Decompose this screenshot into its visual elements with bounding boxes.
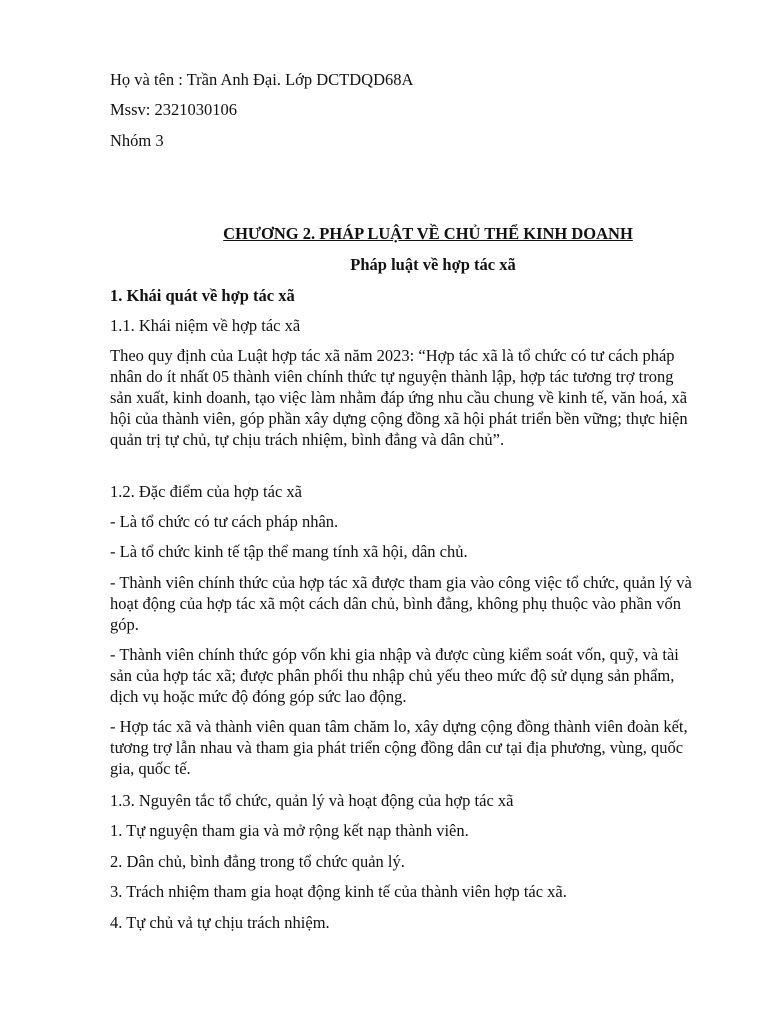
feature-item: - Là tổ chức có tư cách pháp nhân.	[110, 512, 339, 531]
feature-item: - Thành viên chính thức góp vốn khi gia nhập và được cùng kiểm soát vốn, quỹ, và tài sản của hợp tác xã; được phân phối thu nhập chủ yếu theo mức độ sử dụng sản phẩm, dịch vụ hoặc mức độ đóng góp sức lao động.	[110, 645, 679, 706]
group-line: Nhóm 3	[110, 131, 164, 150]
principle-item: 1. Tự nguyện tham gia và mở rộng kết nạp thành viên.	[110, 821, 469, 840]
section-1-1-body: Theo quy định của Luật hợp tác xã năm 2023: “Hợp tác xã là tổ chức có tư cách pháp nhân do ít nhất 05 thành viên chính thức tự nguyện thành lập, hợp tác tương trợ trong sản xuất, kinh doanh, tạo việc làm nhằm đáp ứng nhu cầu chung về kinh tế, văn hoá, xã hội của thành viên, góp phần xây dựng cộng đồng xã hội phát triển bền vững; thực hiện quản trị tự chủ, tự chịu trách nhiệm, bình đẳng và dân chủ”.	[110, 346, 688, 449]
document-subtitle: Pháp luật về hợp tác xã	[350, 255, 516, 274]
principle-item: 3. Trách nhiệm tham gia hoạt động kinh tế của thành viên hợp tác xã.	[110, 882, 567, 901]
section-1-heading: 1. Khái quát về hợp tác xã	[110, 286, 295, 305]
chapter-title: CHƯƠNG 2. PHÁP LUẬT VỀ CHỦ THỂ KINH DOANH	[223, 224, 633, 243]
student-name-line: Họ và tên : Trần Anh Đại. Lớp DCTDQD68A	[110, 70, 414, 89]
feature-item: - Thành viên chính thức của hợp tác xã được tham gia vào công việc tổ chức, quản lý và hoạt động của hợp tác xã một cách dân chủ, bình đẳng, không phụ thuộc vào phần vốn góp.	[110, 573, 692, 634]
section-1-2-heading: 1.2. Đặc điểm của hợp tác xã	[110, 482, 302, 501]
feature-item: - Hợp tác xã và thành viên quan tâm chăm lo, xây dựng cộng đồng thành viên đoàn kết, tương trợ lẫn nhau và tham gia phát triển cộng đồng dân cư tại địa phương, vùng, quốc gia, quốc tế.	[110, 717, 688, 778]
section-1-1-heading: 1.1. Khái niệm về hợp tác xã	[110, 316, 301, 335]
feature-item: - Là tổ chức kinh tế tập thể mang tính xã hội, dân chủ.	[110, 542, 468, 561]
principle-item: 4. Tự chủ vả tự chịu trách nhiệm.	[110, 913, 330, 932]
section-1-3-heading: 1.3. Nguyên tắc tổ chức, quản lý và hoạt động của hợp tác xã	[110, 791, 514, 810]
principle-item: 2. Dân chủ, bình đẳng trong tổ chức quản lý.	[110, 852, 405, 871]
student-id-line: Mssv: 2321030106	[110, 100, 237, 119]
